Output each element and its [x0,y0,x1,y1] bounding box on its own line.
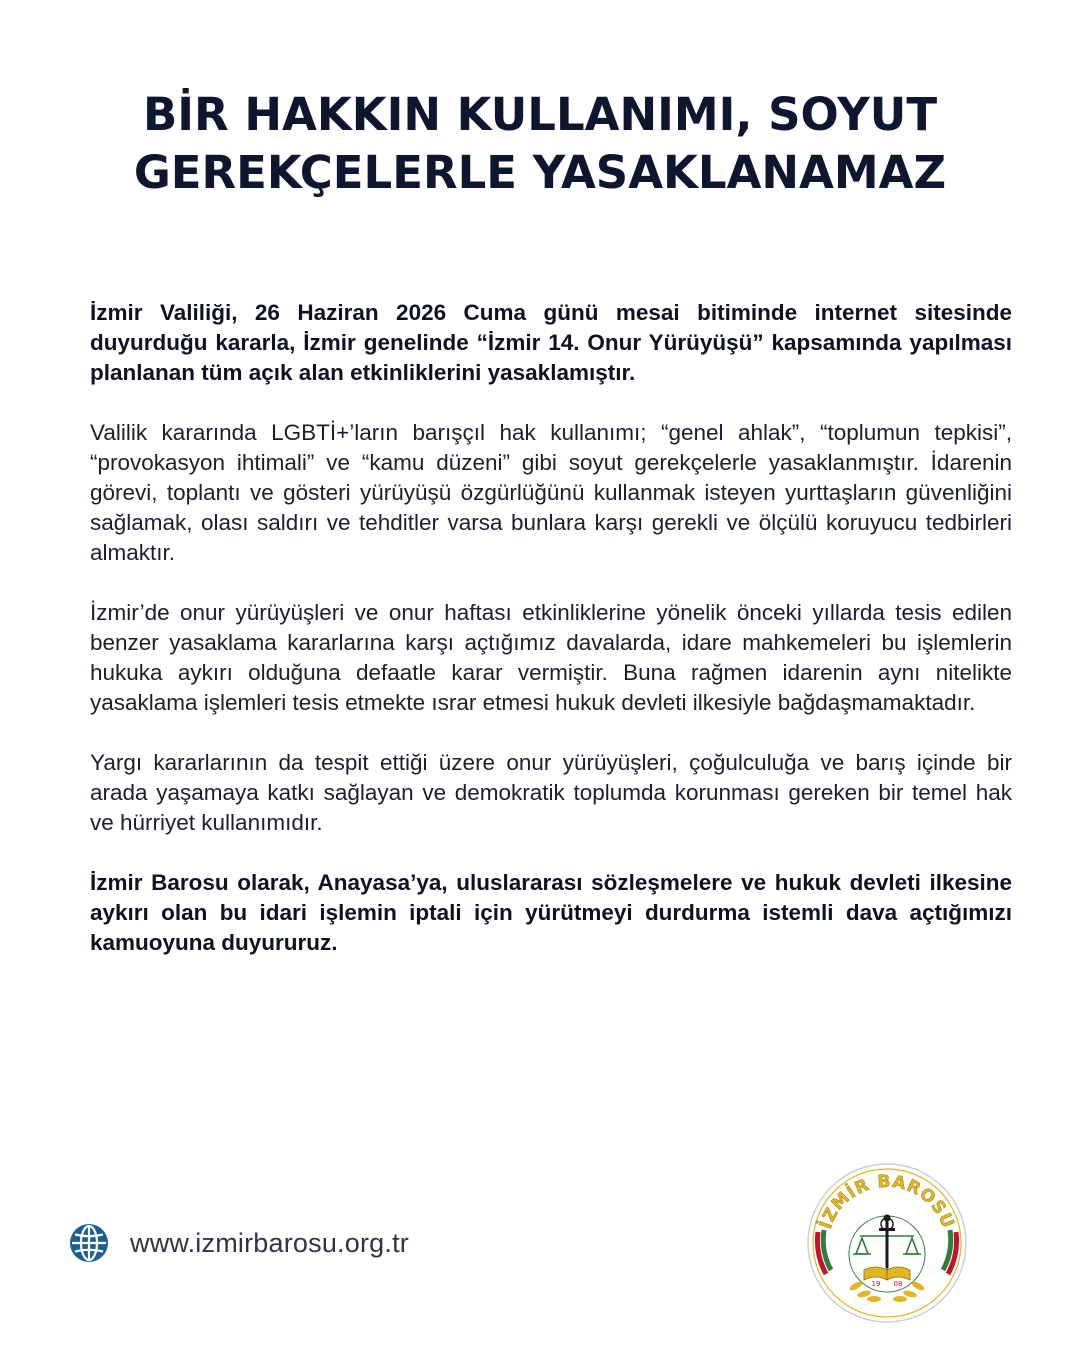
title-line-2: GEREKÇELERLE YASAKLANAMAZ [133,146,947,199]
globe-icon [68,1222,110,1264]
paragraph-intro: İzmir Valiliği, 26 Haziran 2026 Cuma günü mesai bitiminde internet sitesinde duyurduğu kararla, İzmir genelinde “İzmir 14. Onur Yürüyüşü” kapsamında yapılması planlanan tüm açık alan etkinliklerini yasaklamıştır. [90,300,1012,385]
paragraph-history: İzmir’de onur yürüyüşleri ve onur haftası etkinliklerine yönelik önceki yıllarda tesis edilen benzer yasaklama kararlarına karşı açtığımız davalarda, idare mahkemeleri bu işlemlerin hukuka aykırı olduğuna defaatle karar vermiştir. Buna rağmen idarenin aynı nitelikte yasaklama işlemleri tesis etmekte ısrar etmesi hukuk devleti ilkesiyle bağdaşmamaktadır. [90,600,1012,715]
izmir-barosu-logo [806,1162,968,1324]
logo-year-left: 19 [871,1280,881,1288]
paragraph-rulings: Yargı kararlarının da tespit ettiği üzere onur yürüyüşleri, çoğulculuğa ve barış içinde bir arada yaşamaya katkı sağlayan ve demokratik toplumda korunması gereken bir temel hak ve hürriyet kullanımıdır. [90,750,1012,835]
statement-body [90,298,1012,958]
title-line-1: BİR HAKKIN KULLANIMI, SOYUT [142,88,938,141]
website-url[interactable]: www.izmirbarosu.org.tr [130,1227,409,1258]
paragraph-decision: Valilik kararında LGBTİ+’ların barışçıl hak kullanımı; “genel ahlak”, “toplumun tepkisi”, “provokasyon ihtimali” ve “kamu düzeni” gibi soyut gerekçelerle yasaklanmıştır. İdarenin görevi, toplantı ve gösteri yürüyüşü özgürlüğünü kullanmak isteyen yurttaşların güvenliğini sağlamak, olası saldırı ve tehditler varsa bunlara karşı gerekli ve ölçülü koruyucu tedbirleri almaktır. [90,420,1012,565]
page-title [0,86,1080,202]
logo-text: İZMİR BAROSU [815,1171,959,1232]
paragraph-announcement: İzmir Barosu olarak, Anayasa’ya, uluslararası sözleşmelere ve hukuk devleti ilkesine aykırı olan bu idari işlemin iptali için yürütmeyi durdurma istemli dava açtığımızı kamuoyuna duyururuz. [90,870,1012,955]
website-link[interactable] [68,1222,409,1264]
logo-year-right: 08 [893,1280,903,1288]
